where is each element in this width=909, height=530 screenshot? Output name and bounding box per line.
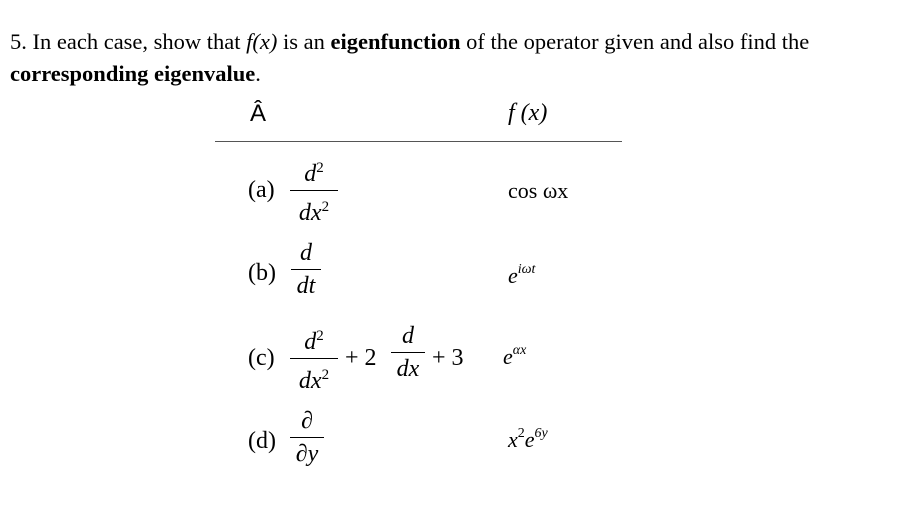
operator-c-first: $d^2$ $dx^2$ — [290, 323, 338, 394]
header-operator: Â — [250, 100, 267, 127]
row-label-b: (b) — [248, 260, 276, 286]
keyword-eigenfunction: eigenfunction — [330, 29, 461, 54]
question-period: . — [255, 61, 261, 86]
header-function: f (x) — [508, 100, 548, 126]
row-label-d: (d) — [248, 428, 276, 454]
question-number: 5. — [10, 29, 27, 54]
function-a: cos ωx — [508, 178, 569, 203]
keyword-eigenvalue: corresponding eigenvalue — [10, 61, 256, 86]
question-text — [10, 26, 900, 90]
function-d: $x^2e^{6y}$ — [508, 426, 548, 452]
operator-d: ∂ ∂y — [290, 408, 324, 467]
question-text-1: In each case, show that — [32, 29, 241, 54]
row-label-a: (a) — [248, 177, 275, 203]
function-c: $e^{\alpha x}$ — [503, 343, 527, 369]
question-text-2: is an — [283, 29, 325, 54]
table-rule — [215, 141, 622, 142]
operator-a: $d^2$ $dx^2$ — [290, 155, 338, 226]
function-b: $e^{i\omega t}$ — [508, 262, 536, 288]
question-text-3: of the operator given and also find the — [466, 29, 810, 54]
operator-c-plus-2: + 2 — [345, 345, 377, 371]
operator-c-plus-3: + 3 — [432, 345, 464, 371]
function-symbol: f(x) — [246, 29, 278, 54]
operator-b: d dt — [291, 240, 321, 299]
operator-c-second: d dx — [391, 323, 425, 382]
row-label-c: (c) — [248, 345, 275, 371]
